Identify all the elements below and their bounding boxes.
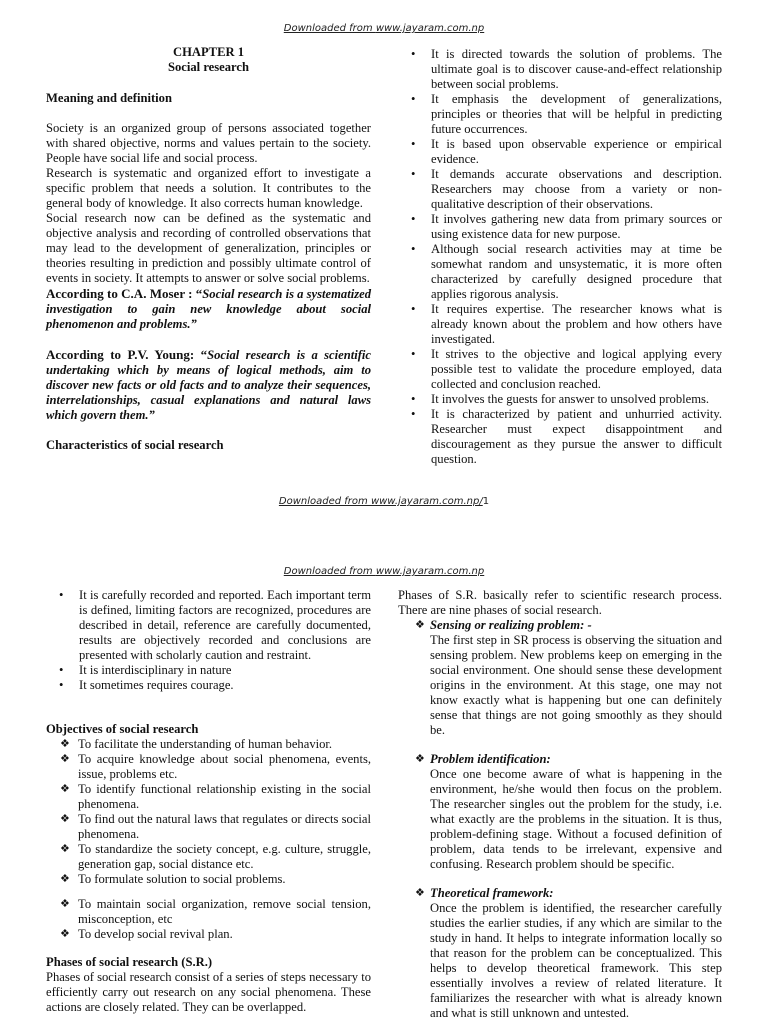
list-item: • It demands accurate observations and description. Researchers may choose from a variety or non-qualitative description of their observations.	[398, 167, 722, 212]
objectives-list	[46, 737, 371, 887]
diamond-bullet-icon: ❖	[415, 619, 425, 631]
page-footer	[0, 496, 768, 507]
page-number: 1	[482, 496, 490, 507]
para-phases: Phases of social research consist of a series of steps necessary to efficiently carry out research on any social phenomena. These actions are closely related. They can be overlapped.	[46, 970, 371, 1014]
header-link[interactable]: www.jayaram.com.np	[375, 23, 485, 34]
characteristics-list	[398, 47, 722, 467]
heading-phases: Phases of social research (S.R.)	[46, 955, 213, 969]
young-definition	[46, 347, 371, 423]
page-header	[0, 23, 768, 34]
page-header	[0, 566, 768, 577]
phase-title: Theoretical framework:	[430, 886, 554, 900]
phase-title: Problem identification:	[430, 752, 551, 766]
diamond-bullet-icon: ❖	[415, 887, 425, 899]
heading-characteristics: Characteristics of social research	[46, 438, 224, 452]
phase-body: The first step in SR process is observing the situation and sensing problem. New problems keep on emerging in the social environment. One should sense these development origins in the environment. At this stage, one may not know exactly what is happening but one can definitely sense that things are not going smoothly as they should be.	[430, 633, 722, 737]
left-column	[46, 588, 371, 1015]
phases-intro: Phases of S.R. basically refer to scientific research process. There are nine phases of social research.	[398, 588, 722, 617]
list-item: • It strives to the objective and logical applying every possible test to validate the procedure employed, data collected and conclusion reached.	[398, 347, 722, 392]
header-prefix: Downloaded from	[283, 566, 376, 577]
list-item: ❖ To facilitate the understanding of human behavior.	[46, 737, 371, 752]
list-item: • It requires expertise. The researcher knows what is already known about the problem and how others have investigated.	[398, 302, 722, 347]
page-2	[0, 548, 768, 1024]
right-column	[398, 588, 722, 1021]
header-link[interactable]: www.jayaram.com.np	[375, 566, 485, 577]
objectives-list-more	[46, 897, 371, 942]
right-column	[398, 47, 722, 467]
list-item: ❖ To identify functional relationship existing in the social phenomena.	[46, 782, 371, 812]
list-item: • It involves the guests for answer to unsolved problems.	[398, 392, 722, 407]
list-item: • It emphasis the development of generalizations, principles or theories that will be helpful in predicting future occurrences.	[398, 92, 722, 137]
para-social-research: Social research now can be defined as the systematic and objective analysis and recording of controlled observations that may lead to the development of generalization, principles or theories resulting in prediction and possibly ultimate control of events in society. It attempts to answer or solve social problems.	[46, 211, 371, 285]
list-item: • Although social research activities may at time be somewhat random and unsystematic, it is more often characterized by carefully designed procedure that applies rigorous analysis.	[398, 242, 722, 302]
left-column	[46, 45, 371, 453]
list-item: • It involves gathering new data from primary sources or using existence data for new purpose.	[398, 212, 722, 242]
list-item: • It is interdisciplinary in nature	[46, 663, 371, 678]
chapter-number: CHAPTER 1	[172, 45, 245, 59]
phase-body: Once the problem is identified, the researcher carefully studies the earlier studies, if any which are similar to the study in hand. It helps to integrate information locally so that reason for the problem can be conceptualized. This helps to develop theoretical framework. This step essentially involves a review of related literature. It familiarizes the researcher with what is already known and what is still unknown and untested.	[430, 901, 722, 1020]
young-quote: Social research is a scientific undertaking which by means of logical methods, aim to discover new facts or old facts and to analyze their sequences, interrelationships, casual explanations and natural laws which govern them.”	[46, 348, 371, 422]
list-item: • It is carefully recorded and reported. Each important term is defined, limiting factors are recognized, procedures are described in detail, reference are carefully documented, results are objectively recorded and conclusions are presented with scholarly caution and restraint.	[46, 588, 371, 663]
characteristics-list-cont	[46, 588, 371, 693]
moser-quote: Social research is a systematized investigation to gain new knowledge about social phenomenon and problems.”	[46, 287, 372, 331]
page-gap	[0, 520, 768, 548]
para-research: Research is systematic and organized effort to investigate a specific problem that needs a solution. It contributes to the general body of knowledge. It also corrects human knowledge.	[46, 166, 371, 210]
chapter-title: Social research	[167, 60, 250, 74]
para-society: Society is an organized group of persons associated together with shared objective, norms and values pertain to the society. People have social life and social process.	[46, 121, 371, 165]
list-item: • It is based upon observable experience or empirical evidence.	[398, 137, 722, 167]
list-item: ❖ To acquire knowledge about social phenomena, events, issue, problems etc.	[46, 752, 371, 782]
list-item: • It is directed towards the solution of problems. The ultimate goal is to discover cause-and-effect relationship between social problems.	[398, 47, 722, 92]
list-item: ❖ To find out the natural laws that regulates or directs social phenomena.	[46, 812, 371, 842]
moser-definition	[46, 286, 371, 332]
phase-sensing	[398, 618, 722, 738]
phase-title: Sensing or realizing problem: -	[430, 618, 592, 632]
list-item: • It sometimes requires courage.	[46, 678, 371, 693]
list-item: ❖ To formulate solution to social problems.	[46, 872, 371, 887]
list-item: ❖ To maintain social organization, remove social tension, misconception, etc	[46, 897, 371, 927]
list-item: ❖ To develop social revival plan.	[46, 927, 371, 942]
heading-objectives: Objectives of social research	[46, 722, 199, 736]
footer-link[interactable]: Downloaded from www.jayaram.com.np/	[278, 496, 483, 507]
diamond-bullet-icon: ❖	[415, 753, 425, 765]
heading-meaning: Meaning and definition	[46, 91, 172, 105]
list-item: ❖ To standardize the society concept, e.g. culture, struggle, generation gap, social distance etc.	[46, 842, 371, 872]
phase-identification	[398, 752, 722, 872]
moser-label: According to C.A. Moser : “	[46, 286, 203, 301]
phase-body: Once one become aware of what is happening in the environment, he/she would then focus on the problem. The researcher singles out the problem for the study, i.e. what exactly are the problems in the situation. It is thus, problem-defining stage. Without a focused definition of problem, data tends to be irrelevant, expensive and confusing. Research problem should be specific.	[430, 767, 722, 871]
phase-theoretical	[398, 886, 722, 1021]
young-label: According to P.V. Young: “	[46, 347, 208, 362]
header-prefix: Downloaded from	[283, 23, 376, 34]
list-item: • It is characterized by patient and unhurried activity. Researcher must expect disappointment and discouragement as they pursue the answer to difficult question.	[398, 407, 722, 467]
